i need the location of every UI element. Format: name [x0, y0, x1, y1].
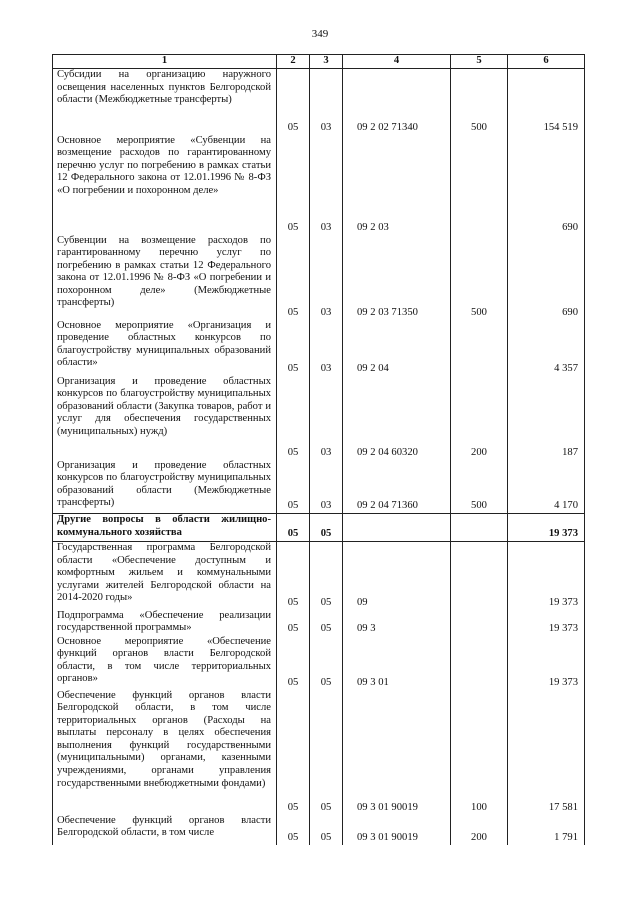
section-cell: 05	[277, 376, 310, 460]
subsection-cell: 03	[310, 376, 343, 460]
amount-cell: 4 357	[508, 320, 585, 376]
subsection-cell: 05	[310, 636, 343, 690]
expense-type-cell	[451, 636, 508, 690]
amount-cell: 690	[508, 135, 585, 235]
table-row	[53, 135, 585, 235]
table-row	[53, 815, 585, 845]
table-row	[53, 542, 585, 610]
subsection-cell: 05	[310, 690, 343, 815]
target-code-cell: 09 3 01 90019	[343, 690, 451, 815]
table-row	[53, 690, 585, 815]
expense-type-cell: 500	[451, 235, 508, 320]
target-code-cell: 09 2 04 71360	[343, 460, 451, 514]
table-row	[53, 514, 585, 542]
expense-type-cell	[451, 320, 508, 376]
section-cell: 05	[277, 636, 310, 690]
target-code-cell: 09 2 04 60320	[343, 376, 451, 460]
target-code-cell: 09 2 03	[343, 135, 451, 235]
section-cell: 05	[277, 610, 310, 636]
expense-type-cell: 500	[451, 460, 508, 514]
subsection-cell: 05	[310, 815, 343, 845]
target-code-cell: 09 3 01	[343, 636, 451, 690]
row-name-cell: Организация и проведение областных конкурсов по благоустройству муниципальных образований области (Межбюджетные трансферты)	[53, 460, 277, 514]
page-number: 349	[311, 28, 329, 40]
budget-table	[52, 54, 585, 845]
subsection-cell: 05	[310, 514, 343, 542]
table-row	[53, 460, 585, 514]
row-name-cell: Государственная программа Белгородской области «Обеспечение доступным и комфортным жильем и коммунальными услугами жителей Белгородской области на 2014-2020 годы»	[53, 542, 277, 610]
section-cell: 05	[277, 460, 310, 514]
expense-type-cell: 500	[451, 69, 508, 135]
subsection-cell: 03	[310, 135, 343, 235]
row-name-cell: Обеспечение функций органов власти Белгородской области, в том числе	[53, 815, 277, 845]
expense-type-cell	[451, 542, 508, 610]
section-cell: 05	[277, 235, 310, 320]
section-cell: 05	[277, 690, 310, 815]
target-code-cell	[343, 514, 451, 542]
table-row	[53, 610, 585, 636]
column-header: 3	[310, 55, 343, 69]
row-name-cell: Организация и проведение областных конкурсов по благоустройству муниципальных образований области (Закупка товаров, работ и услуг для обеспечения государственных (муниципальных) нужд)	[53, 376, 277, 460]
amount-cell: 19 373	[508, 610, 585, 636]
target-code-cell: 09 2 04	[343, 320, 451, 376]
amount-cell: 19 373	[508, 542, 585, 610]
column-header: 1	[53, 55, 277, 69]
header-row	[53, 55, 585, 69]
section-cell: 05	[277, 815, 310, 845]
section-cell: 05	[277, 69, 310, 135]
column-header: 5	[451, 55, 508, 69]
amount-cell: 187	[508, 376, 585, 460]
table-row	[53, 636, 585, 690]
subsection-cell: 05	[310, 542, 343, 610]
expense-type-cell: 200	[451, 376, 508, 460]
section-cell: 05	[277, 320, 310, 376]
row-name-cell: Обеспечение функций органов власти Белгородской области, в том числе территориальных органов (Расходы на выплаты персоналу в целях обеспечения выполнения функций государственными (муниципальными) органами, казенными учреждениями, органами управления государственными внебюджетными фондами)	[53, 690, 277, 815]
target-code-cell: 09 2 02 71340	[343, 69, 451, 135]
row-name-cell: Другие вопросы в области жилищно-коммунального хозяйства	[53, 514, 277, 542]
row-name-cell: Субсидии на организацию наружного освещения населенных пунктов Белгородской области (Межбюджетные трансферты)	[53, 69, 277, 135]
row-name-cell: Основное мероприятие «Субвенции на возмещение расходов по гарантированному перечню услуг по погребению в рамках статьи 12 Федерального закона от 12.01.1996 № 8-ФЗ «О погребении и похоронном деле»	[53, 135, 277, 235]
amount-cell: 19 373	[508, 514, 585, 542]
table-row	[53, 235, 585, 320]
table-row	[53, 69, 585, 135]
target-code-cell: 09	[343, 542, 451, 610]
amount-cell: 690	[508, 235, 585, 320]
subsection-cell: 03	[310, 460, 343, 514]
section-cell: 05	[277, 135, 310, 235]
amount-cell: 4 170	[508, 460, 585, 514]
target-code-cell: 09 2 03 71350	[343, 235, 451, 320]
expense-type-cell	[451, 514, 508, 542]
column-header: 4	[343, 55, 451, 69]
subsection-cell: 03	[310, 320, 343, 376]
row-name-cell: Подпрограмма «Обеспечение реализации государственной программы»	[53, 610, 277, 636]
target-code-cell: 09 3	[343, 610, 451, 636]
column-header: 6	[508, 55, 585, 69]
column-header: 2	[277, 55, 310, 69]
amount-cell: 154 519	[508, 69, 585, 135]
table-row	[53, 376, 585, 460]
expense-type-cell: 100	[451, 690, 508, 815]
table-row	[53, 320, 585, 376]
amount-cell: 1 791	[508, 815, 585, 845]
subsection-cell: 03	[310, 69, 343, 135]
section-cell: 05	[277, 514, 310, 542]
expense-type-cell	[451, 610, 508, 636]
target-code-cell: 09 3 01 90019	[343, 815, 451, 845]
subsection-cell: 05	[310, 610, 343, 636]
amount-cell: 17 581	[508, 690, 585, 815]
row-name-cell: Основное мероприятие «Обеспечение функций органов власти Белгородской области, в том числе территориальных органов»	[53, 636, 277, 690]
row-name-cell: Субвенции на возмещение расходов по гарантированному перечню услуг по погребению в рамках статьи 12 Федерального закона от 12.01.1996 № 8-ФЗ «О погребении и похоронном деле» (Межбюджетные трансферты)	[53, 235, 277, 320]
amount-cell: 19 373	[508, 636, 585, 690]
row-name-cell: Основное мероприятие «Организация и проведение областных конкурсов по благоустройству муниципальных образований области»	[53, 320, 277, 376]
section-cell: 05	[277, 542, 310, 610]
subsection-cell: 03	[310, 235, 343, 320]
expense-type-cell: 200	[451, 815, 508, 845]
expense-type-cell	[451, 135, 508, 235]
